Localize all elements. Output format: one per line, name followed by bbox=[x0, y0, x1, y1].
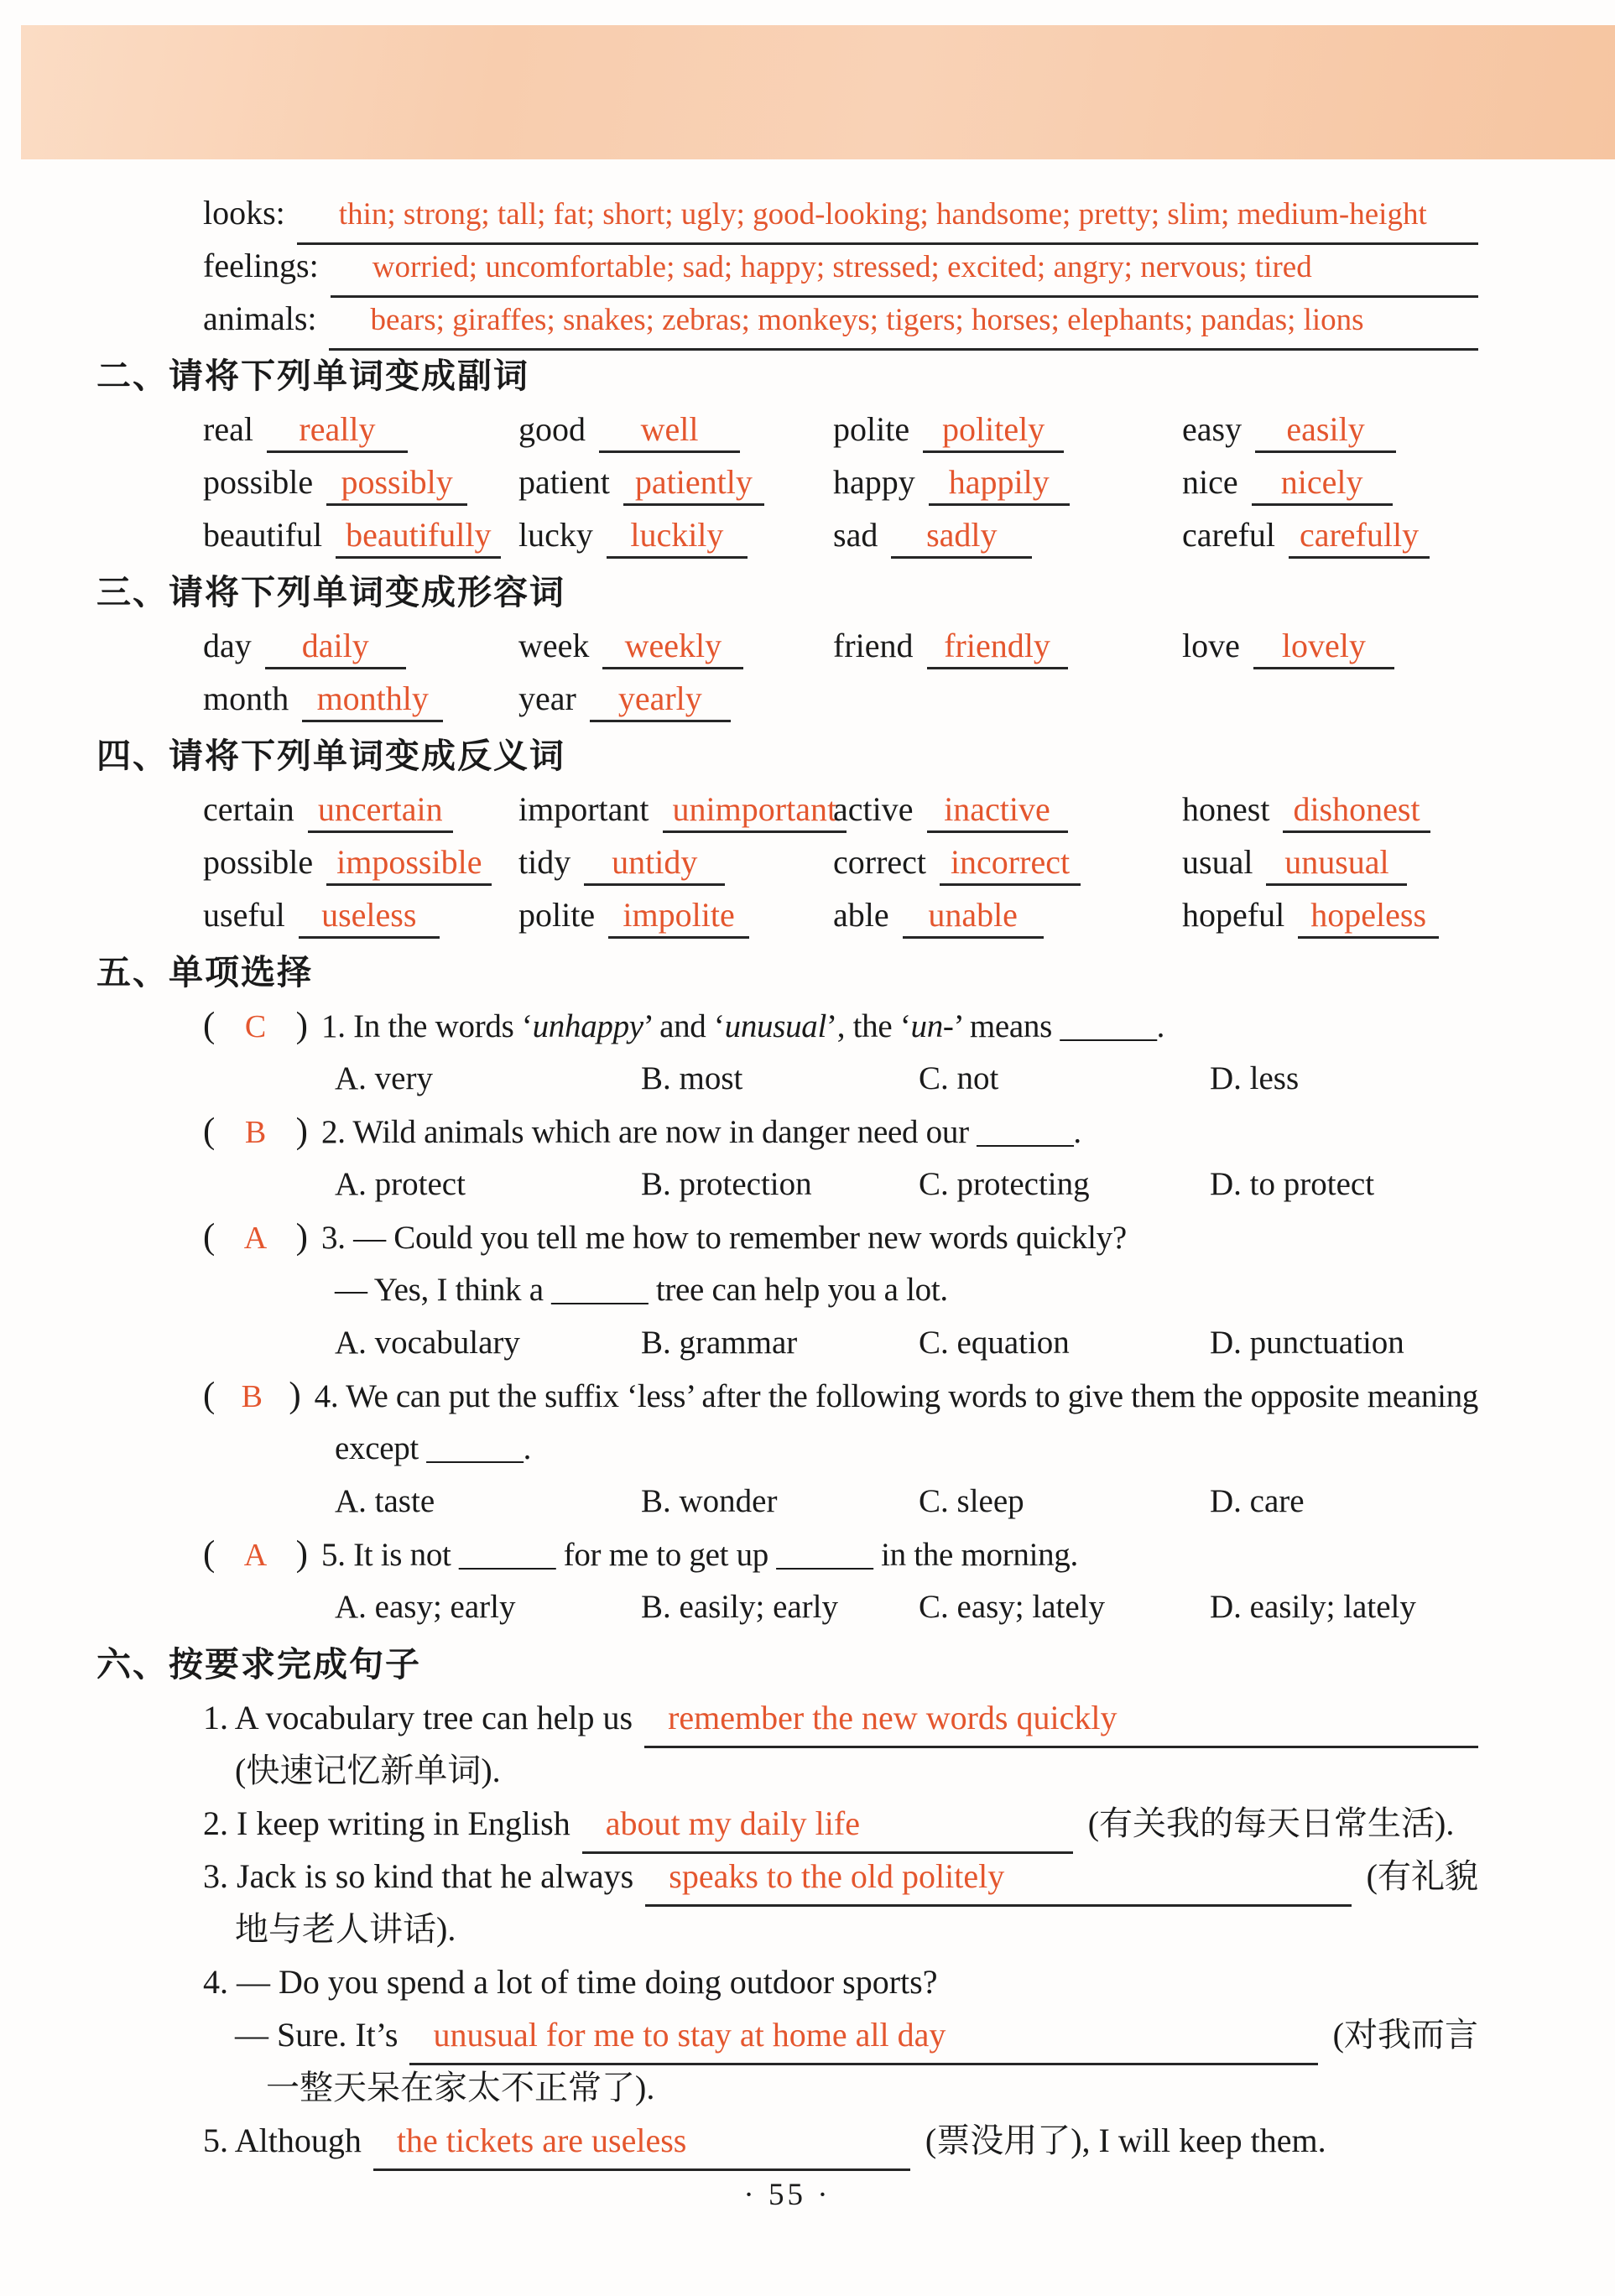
word-label: polite bbox=[833, 410, 910, 448]
question-text: except ______. bbox=[335, 1430, 532, 1466]
word-pair bbox=[1182, 456, 1478, 508]
italic-word: unusual bbox=[724, 1008, 827, 1044]
word-pair bbox=[833, 836, 1182, 888]
option-c: C. protecting bbox=[919, 1166, 1090, 1202]
answer-letter: B bbox=[244, 1115, 267, 1150]
mc-question-5 bbox=[203, 1528, 1478, 1633]
answer-blank: weekly bbox=[602, 627, 743, 669]
header-banner bbox=[21, 25, 1615, 159]
vocab-answer-blank: bears; giraffes; snakes; zebras; monkeys; tigers; horses; elephants; pandas; lions bbox=[329, 294, 1478, 351]
question-text: 4. We can put the suffix ‘less’ after the following words to give them the opposite meaning bbox=[314, 1378, 1478, 1414]
option-b: B. protection bbox=[641, 1166, 812, 1202]
chinese-note: (对我而言 bbox=[1332, 2016, 1478, 2054]
paren-open: ( bbox=[203, 1006, 216, 1045]
sentence-line bbox=[203, 1955, 1478, 2008]
answer-blank: impossible bbox=[326, 844, 492, 886]
word-pair bbox=[518, 672, 833, 725]
chinese-note: 一整天呆在家太不正常了). bbox=[266, 2069, 655, 2106]
italic-word: un- bbox=[910, 1008, 954, 1044]
sentence-continuation bbox=[266, 2061, 1478, 2114]
option-c: C. equation bbox=[919, 1325, 1070, 1361]
word-pair bbox=[1182, 508, 1478, 561]
word-label: month bbox=[203, 679, 289, 717]
question-text bbox=[321, 1000, 1164, 1053]
answer-blank: the tickets are useless bbox=[373, 2114, 910, 2171]
word-label: patient bbox=[518, 463, 610, 501]
word-label: able bbox=[833, 896, 889, 934]
word-label: happy bbox=[833, 463, 915, 501]
answer-blank: daily bbox=[265, 627, 406, 669]
sentence-item-3 bbox=[203, 1850, 1478, 1955]
answer-blank: useless bbox=[299, 897, 440, 939]
answer-blank: carefully bbox=[1289, 517, 1430, 559]
vocab-label: looks: bbox=[203, 194, 285, 232]
question-text: 3. — Could you tell me how to remember new words quickly? bbox=[321, 1220, 1127, 1256]
vocab-line-animals bbox=[203, 292, 1478, 345]
option-d: D. easily; lately bbox=[1210, 1589, 1416, 1625]
antonym-grid bbox=[203, 783, 1478, 941]
word-pair bbox=[518, 888, 833, 941]
word-label: week bbox=[518, 627, 590, 664]
question-continuation bbox=[335, 1422, 1478, 1475]
page-content bbox=[0, 186, 1615, 2213]
vocab-label: feelings: bbox=[203, 247, 319, 284]
answer-blank: unimportant bbox=[663, 791, 847, 833]
answer-blank: uncertain bbox=[308, 791, 453, 833]
paren-open: ( bbox=[203, 1534, 216, 1574]
word-pair bbox=[1182, 783, 1478, 836]
answer-letter: B bbox=[241, 1379, 263, 1414]
sentence-item-1 bbox=[203, 1691, 1478, 1797]
word-pair bbox=[833, 619, 1182, 672]
sentence-item-2 bbox=[203, 1797, 1478, 1850]
answer-mark bbox=[203, 1528, 308, 1582]
word-label: real bbox=[203, 410, 253, 448]
word-pair bbox=[518, 403, 833, 456]
word-label: active bbox=[833, 790, 914, 828]
answer-letter: A bbox=[243, 1221, 268, 1256]
sentence-text: 2. I keep writing in English bbox=[203, 1804, 570, 1842]
word-pair bbox=[518, 619, 833, 672]
mc-question-2 bbox=[203, 1105, 1478, 1210]
answer-blank: friendly bbox=[927, 627, 1068, 669]
answer-blank: speaks to the old politely bbox=[645, 1850, 1351, 1907]
option-d: D. to protect bbox=[1210, 1166, 1375, 1202]
answer-blank: politely bbox=[923, 411, 1064, 453]
word-pair bbox=[833, 456, 1182, 508]
options-row bbox=[335, 1580, 1478, 1633]
option-a: A. vocabulary bbox=[335, 1325, 520, 1361]
answer-mark bbox=[203, 1105, 308, 1159]
sentence-line bbox=[203, 2114, 1478, 2167]
answer-blank: yearly bbox=[590, 680, 731, 722]
word-pair bbox=[833, 508, 1182, 561]
word-label: lucky bbox=[518, 516, 593, 554]
section-3-heading: 三、请将下列单词变成形容词 bbox=[96, 573, 565, 612]
vocab-fill-section bbox=[203, 186, 1478, 345]
chinese-note: (有关我的每天日常生活). bbox=[1087, 1804, 1455, 1842]
answer-letter: A bbox=[243, 1538, 268, 1573]
answer-mark bbox=[203, 999, 308, 1054]
paren-open: ( bbox=[203, 1376, 216, 1415]
answer-mark bbox=[203, 1210, 308, 1265]
paren-open: ( bbox=[203, 1217, 216, 1257]
word-pair bbox=[1182, 888, 1478, 941]
word-label: friend bbox=[833, 627, 914, 664]
question-text: — Yes, I think a ______ tree can help you a lot. bbox=[335, 1272, 948, 1308]
question-continuation bbox=[335, 1263, 1478, 1316]
section-2-heading: 二、请将下列单词变成副词 bbox=[96, 357, 529, 395]
option-b: B. grammar bbox=[641, 1325, 798, 1361]
answer-letter: C bbox=[244, 1009, 267, 1044]
question-text: 2. Wild animals which are now in danger need our ______. bbox=[321, 1114, 1081, 1150]
paren-close: ) bbox=[295, 1534, 308, 1574]
question-text-part: ’ means ______. bbox=[953, 1008, 1165, 1044]
answer-blank: about my daily life bbox=[582, 1797, 1073, 1854]
sentence-line bbox=[203, 1797, 1478, 1850]
option-a: A. taste bbox=[335, 1483, 435, 1519]
vocab-answer-blank: worried; uncomfortable; sad; happy; stressed; excited; angry; nervous; tired bbox=[331, 241, 1478, 298]
word-pair bbox=[203, 619, 518, 672]
sentence-text: — Sure. It’s bbox=[235, 2016, 399, 2054]
answer-blank: well bbox=[599, 411, 740, 453]
word-pair bbox=[518, 783, 837, 836]
vocab-line-feelings bbox=[203, 239, 1478, 292]
mc-question-3 bbox=[203, 1210, 1478, 1369]
word-pair bbox=[1182, 619, 1478, 672]
option-c: C. not bbox=[919, 1060, 999, 1096]
options-row bbox=[335, 1316, 1478, 1369]
sentence-item-5 bbox=[203, 2114, 1478, 2167]
answer-blank: monthly bbox=[302, 680, 443, 722]
sentence-continuation bbox=[235, 1744, 1478, 1797]
mc-question-1 bbox=[203, 999, 1478, 1105]
word-pair bbox=[203, 403, 518, 456]
word-pair bbox=[518, 508, 833, 561]
word-label: day bbox=[203, 627, 252, 664]
paren-close: ) bbox=[295, 1112, 308, 1151]
option-d: D. care bbox=[1210, 1483, 1305, 1519]
chinese-note: 地与老人讲话). bbox=[235, 1910, 456, 1948]
answer-blank: hopeless bbox=[1298, 897, 1439, 939]
sentence-text: 4. — Do you spend a lot of time doing outdoor sports? bbox=[203, 1963, 938, 2001]
paren-close: ) bbox=[295, 1217, 308, 1257]
word-label: usual bbox=[1182, 843, 1253, 881]
mc-question-4 bbox=[203, 1369, 1478, 1528]
option-c: C. sleep bbox=[919, 1483, 1024, 1519]
word-label: year bbox=[518, 679, 576, 717]
word-label: easy bbox=[1182, 410, 1243, 448]
question-line bbox=[203, 999, 1478, 1052]
chinese-note: (票没用了), I will keep them. bbox=[925, 2122, 1326, 2159]
question-text: 5. It is not ______ for me to get up ______ in the morning. bbox=[321, 1537, 1078, 1573]
sentence-line bbox=[235, 2008, 1478, 2061]
word-pair bbox=[1182, 836, 1478, 888]
section-5-heading: 五、单项选择 bbox=[96, 953, 313, 992]
adjective-grid bbox=[203, 619, 1478, 725]
word-pair bbox=[833, 403, 1182, 456]
vocab-answer-blank: thin; strong; tall; fat; short; ugly; good-looking; handsome; pretty; slim; medium-height bbox=[297, 188, 1478, 245]
answer-blank: unusual for me to stay at home all day bbox=[409, 2008, 1317, 2065]
vocab-label: animals: bbox=[203, 299, 317, 337]
answer-blank: lovely bbox=[1253, 627, 1394, 669]
option-c: C. easy; lately bbox=[919, 1589, 1106, 1625]
answer-blank: untidy bbox=[584, 844, 725, 886]
answer-blank: incorrect bbox=[940, 844, 1081, 886]
answer-blank: luckily bbox=[607, 517, 748, 559]
options-row bbox=[335, 1158, 1478, 1210]
word-label: sad bbox=[833, 516, 878, 554]
answer-blank: impolite bbox=[608, 897, 749, 939]
italic-word: unhappy bbox=[532, 1008, 643, 1044]
option-a: A. easy; early bbox=[335, 1589, 516, 1625]
word-label: possible bbox=[203, 843, 314, 881]
paren-close: ) bbox=[295, 1006, 308, 1045]
vocab-line-looks bbox=[203, 186, 1478, 239]
answer-blank: dishonest bbox=[1283, 791, 1430, 833]
option-b: B. easily; early bbox=[641, 1589, 839, 1625]
answer-blank: easily bbox=[1255, 411, 1396, 453]
answer-blank: remember the new words quickly bbox=[644, 1691, 1478, 1748]
word-pair bbox=[833, 783, 1182, 836]
answer-blank: unable bbox=[903, 897, 1044, 939]
word-label: nice bbox=[1182, 463, 1238, 501]
sentence-line bbox=[203, 1691, 1478, 1744]
word-label: certain bbox=[203, 790, 294, 828]
word-pair bbox=[203, 783, 518, 836]
word-label: hopeful bbox=[1182, 896, 1285, 934]
word-pair bbox=[518, 836, 833, 888]
question-line bbox=[203, 1210, 1478, 1263]
answer-blank: happily bbox=[929, 464, 1070, 506]
options-row bbox=[335, 1475, 1478, 1528]
word-label: careful bbox=[1182, 516, 1276, 554]
sentence-text: 3. Jack is so kind that he always bbox=[203, 1857, 634, 1895]
answer-blank: nicely bbox=[1252, 464, 1393, 506]
word-label: possible bbox=[203, 463, 314, 501]
section-4-heading: 四、请将下列单词变成反义词 bbox=[96, 737, 565, 775]
sentence-text: 5. Although bbox=[203, 2122, 362, 2159]
word-label: honest bbox=[1182, 790, 1270, 828]
word-pair bbox=[203, 672, 518, 725]
word-pair bbox=[833, 888, 1182, 941]
sentence-text: 1. A vocabulary tree can help us bbox=[203, 1699, 633, 1736]
option-d: D. punctuation bbox=[1210, 1325, 1404, 1361]
word-label: beautiful bbox=[203, 516, 323, 554]
question-line bbox=[203, 1105, 1478, 1158]
question-text-part: ’ and ‘ bbox=[643, 1008, 725, 1044]
word-pair bbox=[203, 456, 518, 508]
answer-mark bbox=[203, 1369, 301, 1424]
word-label: correct bbox=[833, 843, 927, 881]
chinese-note: (快速记忆新单词). bbox=[235, 1752, 501, 1789]
adverb-grid bbox=[203, 403, 1478, 561]
option-b: B. wonder bbox=[641, 1483, 778, 1519]
word-pair bbox=[203, 836, 518, 888]
question-text-part: 1. In the words ‘ bbox=[321, 1008, 533, 1044]
question-line bbox=[203, 1369, 1478, 1422]
word-pair bbox=[1182, 403, 1478, 456]
word-pair bbox=[518, 456, 833, 508]
question-text-part: ’, the ‘ bbox=[826, 1008, 911, 1044]
answer-blank: inactive bbox=[927, 791, 1068, 833]
question-line bbox=[203, 1528, 1478, 1580]
answer-blank: beautifully bbox=[336, 517, 501, 559]
word-pair bbox=[203, 508, 518, 561]
word-label: love bbox=[1182, 627, 1240, 664]
sentence-item-4 bbox=[203, 1955, 1478, 2114]
workbook-page bbox=[0, 25, 1615, 2296]
answer-blank: patiently bbox=[623, 464, 764, 506]
paren-open: ( bbox=[203, 1112, 216, 1151]
word-label: useful bbox=[203, 896, 285, 934]
word-label: polite bbox=[518, 896, 596, 934]
answer-blank: unusual bbox=[1266, 844, 1407, 886]
sentence-line bbox=[203, 1850, 1478, 1903]
option-a: A. protect bbox=[335, 1166, 466, 1202]
option-a: A. very bbox=[335, 1060, 433, 1096]
options-row bbox=[335, 1052, 1478, 1105]
answer-blank: possibly bbox=[326, 464, 467, 506]
option-d: D. less bbox=[1210, 1060, 1300, 1096]
word-label: good bbox=[518, 410, 586, 448]
chinese-note: (有礼貌 bbox=[1366, 1857, 1478, 1895]
word-label: important bbox=[518, 790, 649, 828]
page-number: · 55 · bbox=[743, 2178, 831, 2212]
paren-close: ) bbox=[289, 1376, 301, 1415]
word-label: tidy bbox=[518, 843, 571, 881]
answer-blank: sadly bbox=[891, 517, 1032, 559]
option-b: B. most bbox=[641, 1060, 743, 1096]
word-pair bbox=[203, 888, 518, 941]
section-6-heading: 六、按要求完成句子 bbox=[96, 1645, 421, 1684]
answer-blank: really bbox=[267, 411, 408, 453]
sentence-continuation bbox=[235, 1903, 1478, 1955]
